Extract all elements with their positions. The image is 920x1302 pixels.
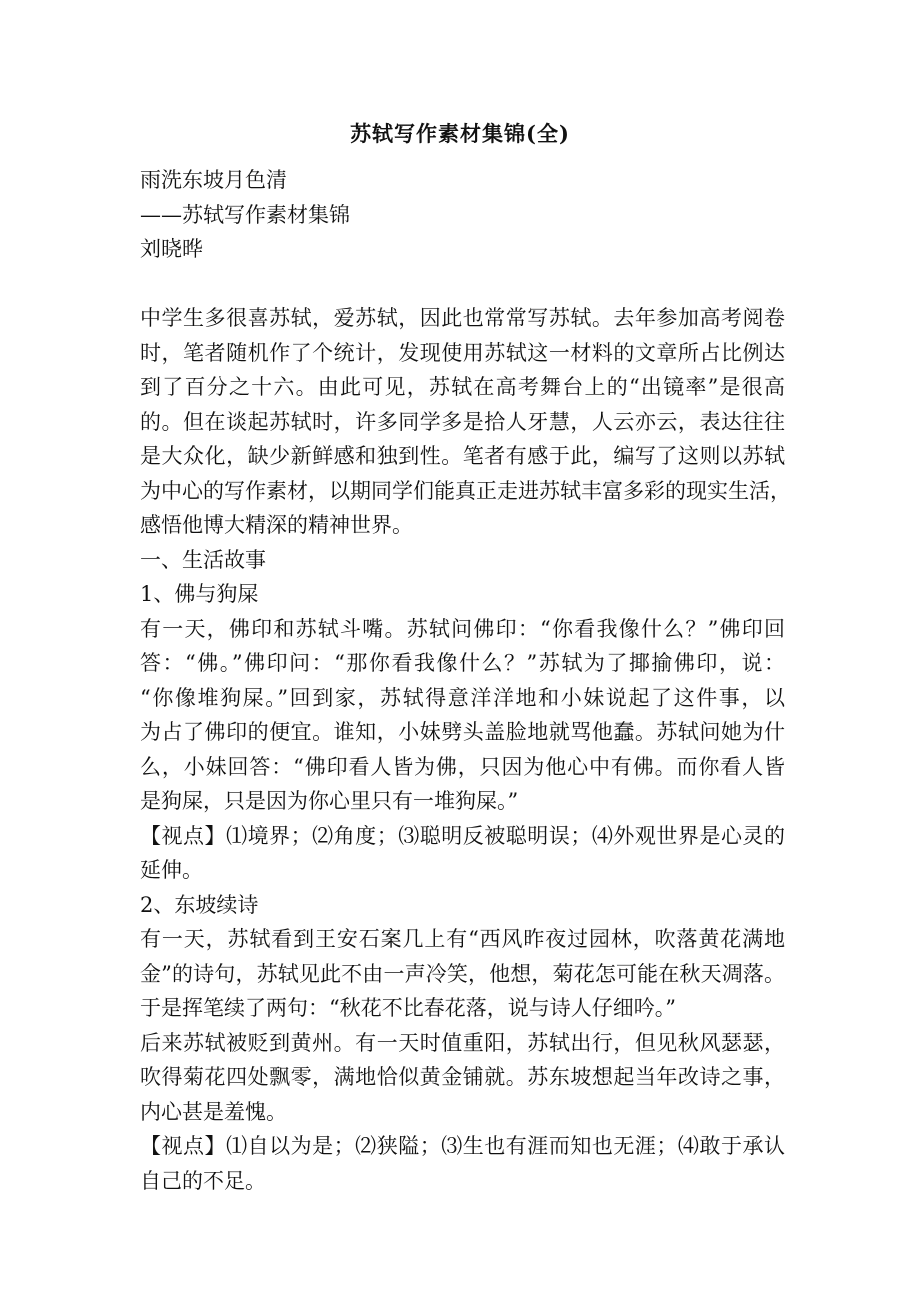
viewpoint-line: 【视点】⑴境界；⑵角度；⑶聪明反被聪明误；⑷外观世界是心灵的 — [140, 823, 785, 848]
intro-paragraph — [140, 301, 791, 543]
text-line: 于是挥笔续了两句：“秋花不比春花落，说与诗人仔细吟。” — [140, 996, 676, 1020]
viewpoint-line: 自己的不足。 — [140, 1168, 266, 1193]
text-line: 内心甚是羞愧。 — [140, 1099, 287, 1124]
text-line: 么，小妹回答：“佛印看人皆为佛，只因为他心中有佛。而你看人皆 — [140, 754, 785, 779]
text-line: 时，笔者随机作了个统计，发现使用苏轼这一材料的文章所占比例达 — [140, 340, 785, 365]
text-line: 后来苏轼被贬到黄州。有一天时值重阳，苏轼出行，但见秋风瑟瑟， — [140, 1030, 785, 1055]
author-line: 刘晓晔 — [140, 237, 203, 261]
story-heading: 2、东坡续诗 — [140, 892, 259, 917]
text-line: 是大众化，缺少新鲜感和独到性。笔者有感于此，编写了这则以苏轼 — [140, 444, 785, 468]
blank-line — [140, 267, 785, 302]
text-line: 为占了佛印的便宜。谁知，小妹劈头盖脸地就骂他蠢。苏轼问她为什 — [140, 720, 785, 744]
story-2 — [140, 888, 785, 1199]
text-line: 有一天，佛印和苏轼斗嘴。苏轼问佛印：“你看我像什么？”佛印回 — [140, 616, 785, 641]
text-line: 是狗屎，只是因为你心里只有一堆狗屎。” — [140, 789, 519, 813]
document-body — [140, 163, 791, 1198]
story-1 — [140, 577, 785, 888]
section-heading: 一、生活故事 — [140, 547, 266, 572]
viewpoint-line: 【视点】⑴自以为是；⑵狭隘；⑶生也有涯而知也无涯；⑷敢于承认 — [140, 1134, 785, 1158]
text-line: 到了百分之十六。由此可见，苏轼在高考舞台上的“出镜率”是很高 — [140, 375, 785, 399]
text-line: “你像堆狗屎。”回到家，苏轼得意洋洋地和小妹说起了这件事，以 — [140, 685, 785, 710]
text-line: 中学生多很喜苏轼，爱苏轼，因此也常常写苏轼。去年参加高考阅卷 — [140, 306, 785, 330]
story-heading: 1、佛与狗屎 — [140, 582, 259, 606]
document-title: 苏轼写作素材集锦(全) — [350, 121, 570, 146]
series-line: ——苏轼写作素材集锦 — [140, 202, 350, 227]
text-line: 有一天，苏轼看到王安石案几上有“西风昨夜过园林，吹落黄花满地 — [140, 927, 785, 951]
text-line: 金”的诗句，苏轼见此不由一声冷笑，他想，菊花怎可能在秋天凋落。 — [140, 961, 785, 986]
text-line: 吹得菊花四处飘零，满地恰似黄金铺就。苏东坡想起当年改诗之事， — [140, 1065, 785, 1089]
text-line: 感悟他博大精深的精神世界。 — [140, 513, 413, 537]
text-line: 的。但在谈起苏轼时，许多同学多是拾人牙慧，人云亦云，表达往往 — [140, 409, 785, 434]
text-line: 为中心的写作素材，以期同学们能真正走进苏轼丰富多彩的现实生活， — [140, 478, 791, 503]
text-line: 答：“佛。”佛印问：“那你看我像什么？”苏轼为了揶揄佛印，说： — [140, 651, 785, 675]
viewpoint-line: 延伸。 — [140, 858, 203, 882]
subtitle-line: 雨洗东坡月色清 — [140, 168, 287, 192]
